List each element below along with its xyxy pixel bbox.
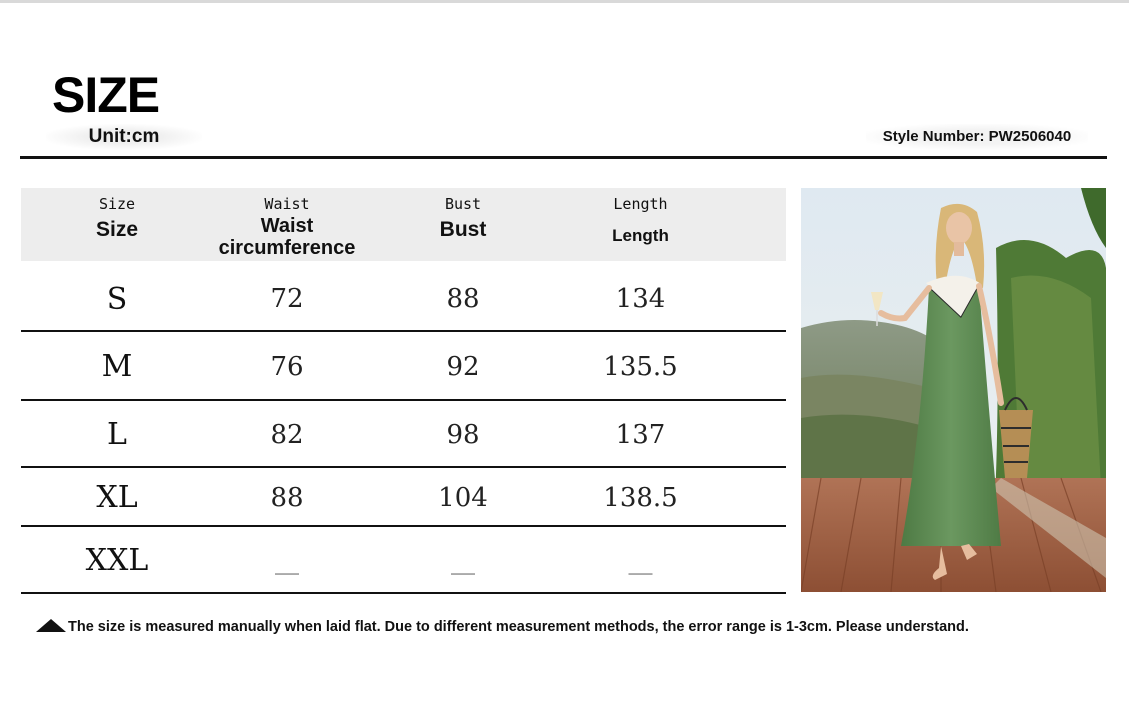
column-header-large: Bust (439, 218, 487, 241)
length-cell: 135.5 (603, 351, 678, 382)
column-header-small: Waist (264, 195, 310, 213)
warning-triangle-icon (36, 619, 66, 632)
bust-cell: 92 (446, 351, 480, 382)
column-header-length (553, 188, 728, 261)
column-header-large: Length (612, 226, 669, 245)
row-divider (21, 592, 786, 594)
column-header-size (21, 188, 213, 261)
column-header-small: Size (98, 195, 136, 213)
size-cell: L (107, 417, 127, 452)
table-row (21, 527, 786, 594)
bust-cell: 98 (446, 419, 480, 450)
length-cell: 134 (615, 284, 666, 314)
size-cell: XXL (85, 543, 149, 578)
column-header-large: Waist circumference (218, 215, 356, 259)
length-cell: 138.5 (603, 482, 678, 513)
length-cell: 137 (615, 419, 666, 450)
column-header-small: Length (613, 195, 668, 213)
column-header-bust (373, 188, 553, 261)
waist-cell: 82 (270, 419, 304, 450)
column-header-small: Bust (444, 195, 482, 213)
size-cell: M (101, 349, 133, 384)
product-photo (801, 188, 1106, 592)
header-divider (20, 156, 1107, 159)
waist-cell: 76 (270, 351, 304, 382)
table-header (21, 188, 786, 261)
footnote-text: The size is measured manually when laid flat. Due to different measurement methods, the error range is 1-3cm. Please understand. (68, 619, 969, 635)
unit-label: Unit:cm (46, 124, 202, 150)
size-cell: S (106, 281, 128, 317)
size-chart-table (21, 188, 786, 594)
length-cell: __ (628, 546, 653, 575)
bust-cell: 88 (446, 284, 480, 314)
table-row (21, 468, 786, 527)
style-number: Style Number: PW2506040 (866, 124, 1088, 150)
table-row (21, 332, 786, 401)
column-header-large: Size (95, 218, 139, 241)
waist-cell: __ (275, 546, 299, 575)
size-heading: SIZE (52, 67, 160, 123)
top-border (0, 0, 1129, 3)
size-cell: XL (96, 480, 138, 515)
table-row (21, 266, 786, 332)
bust-cell: 104 (438, 482, 488, 513)
waist-cell: 72 (270, 284, 304, 314)
bust-cell: __ (451, 546, 475, 575)
waist-cell: 88 (270, 482, 304, 513)
table-row (21, 401, 786, 468)
size-disclaimer (36, 618, 969, 638)
column-header-waist (196, 188, 378, 261)
model-in-green-dress-image (801, 188, 1106, 592)
